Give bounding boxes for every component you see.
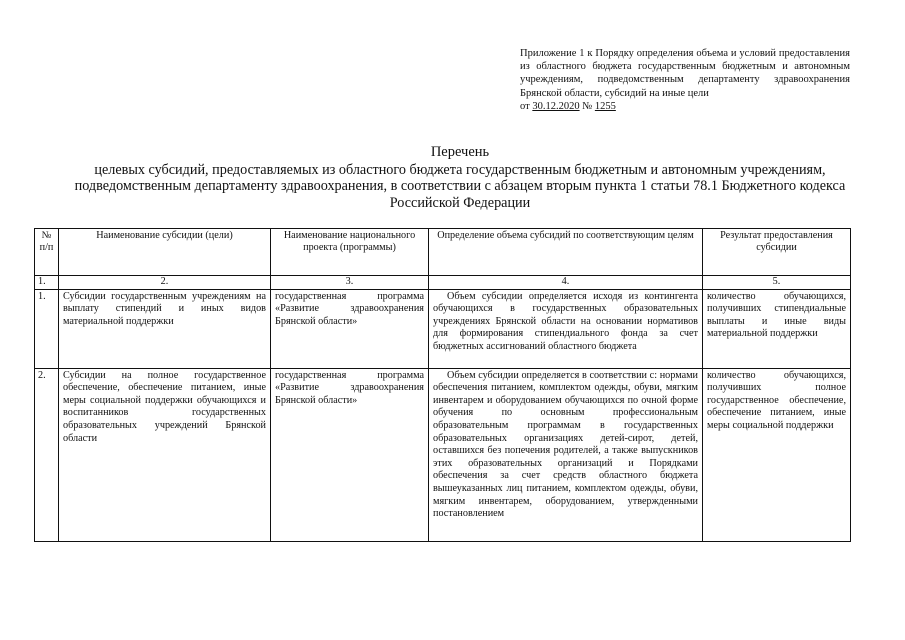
row-number: 2. — [35, 368, 59, 541]
column-number: 3. — [271, 276, 429, 290]
page-title: Перечень — [430, 144, 490, 160]
volume-definition: Объем субсидии определяется исходя из контингента обучающихся в государственных образовательных учреждениях Брянской области на основании нормативов для формирования стипендиального фонда за счет бюджетных ассигнований областного бюджета — [429, 289, 703, 368]
column-number-row — [35, 276, 851, 290]
header-subsidy: Наименование субсидии (цели) — [59, 229, 271, 276]
volume-definition: Объем субсидии определяется в соответствии с: нормами обеспечения питанием, комплектом одежды, обуви, мягким инвентарем и оборудованием обучающихся по очной форме обучения по основным профессиональным образовательным программам в государственных образовательных организациях детей-сирот, детей, оставшихся без попечения родителей, а также выпускников этих образовательных организаций и Порядками обеспечения за счет средств областного бюджета вышеуказанных лиц питанием, комплектом одежды, обуви, мягким инвентарем, оборудованием, утвержденными постановлением — [429, 368, 703, 541]
header-result: Результат предоставления субсидии — [703, 229, 851, 276]
column-number: 2. — [59, 276, 271, 290]
header-program: Наименование национального проекта (программы) — [271, 229, 429, 276]
date-prefix: от — [520, 100, 530, 112]
appendix-date-line — [520, 100, 850, 113]
program-name: государственная программа «Развитие здравоохранения Брянской области» — [271, 289, 429, 368]
subsidy-result: количество обучающихся, получивших полное государственное обеспечение, обеспечение питанием, иные меры социальной поддержки — [703, 368, 851, 541]
number-prefix: № — [582, 100, 593, 112]
column-number: 1. — [35, 276, 59, 290]
program-name: государственная программа «Развитие здравоохранения Брянской области» — [271, 368, 429, 541]
row-number: 1. — [35, 289, 59, 368]
document-date: 30.12.2020 — [532, 100, 580, 112]
subsidy-result: количество обучающихся, получивших стипендиальные выплаты и иные виды материальной поддержки — [703, 289, 851, 368]
subsidy-name: Субсидии на полное государственное обеспечение, обеспечение питанием, иные меры социальной поддержки обучающихся и воспитанников государственных образовательных учреждений Брянской области — [59, 368, 271, 541]
table-header-row — [35, 229, 851, 276]
column-number: 4. — [429, 276, 703, 290]
appendix-header — [520, 47, 850, 113]
header-volume: Определение объема субсидий по соответствующим целям — [429, 229, 703, 276]
subsidy-name: Субсидии государственным учреждениям на выплату стипендий и иных видов материальной поддержки — [59, 289, 271, 368]
document-number: 1255 — [594, 100, 616, 112]
column-number: 5. — [703, 276, 851, 290]
page-subtitle: целевых субсидий, предоставляемых из областного бюджета государственным бюджетным и автономным учреждениям, подведомственным департаменту здравоохранения, в соответствии с абзацем вторым пункта 1 статьи 78.1 Бюджетного кодекса Российской Федерации — [74, 161, 846, 211]
table-row — [35, 289, 851, 368]
table-row — [35, 368, 851, 541]
title-block — [40, 144, 880, 211]
appendix-text: Приложение 1 к Порядку определения объема и условий предоставления из областного бюджета государственным бюджетным и автономным учреждениям, подведомственным департаменту здравоохранения Брянской области, субсидий на иные цели — [520, 48, 850, 99]
header-num: № п/п — [35, 229, 59, 276]
subsidies-table — [34, 228, 851, 542]
